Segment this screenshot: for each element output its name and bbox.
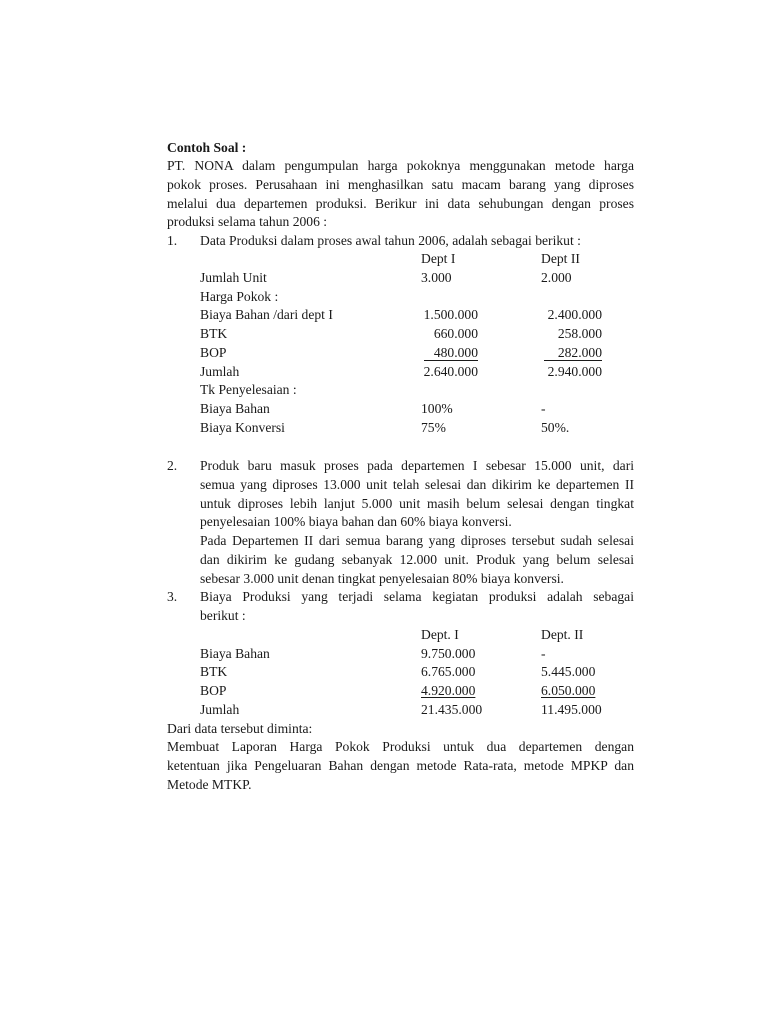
column-header: Dept II (541, 251, 580, 266)
value-dept2: - (541, 646, 546, 661)
item-number: 3. (167, 589, 178, 604)
value-dept1: 660.000 (433, 326, 478, 341)
row-label: BTK (200, 326, 228, 341)
intro-line: produksi selama tahun 2006 : (167, 214, 328, 229)
closing-line: Membuat Laporan Harga Pokok Produksi untuk dua departemen dengan (167, 739, 634, 754)
row-label: Tk Penyelesaian : (200, 382, 297, 397)
value-dept2-underlined (541, 344, 602, 362)
value-dept2: - (541, 401, 546, 416)
column-header: Dept. II (541, 627, 584, 642)
value-dept1: 1.500.000 (423, 307, 478, 322)
page-title: Contoh Soal : (167, 140, 247, 155)
closing-line: Dari data tersebut diminta: (167, 721, 313, 736)
column-header: Dept I (421, 251, 456, 266)
item-text-line: penyelesaian 100% biaya bahan dan 60% biaya konversi. (200, 514, 512, 529)
row-label: BOP (200, 345, 227, 360)
value-dept2: 2.000 (541, 270, 572, 285)
value-dept2-underlined: 6.050.000 (541, 683, 596, 698)
value-dept2: 258.000 (557, 326, 602, 341)
value-dept1: 75% (421, 420, 446, 435)
item-text-line: sebesar 3.000 unit denan tingkat penyelesaian 80% biaya konversi. (200, 571, 564, 586)
item-text-line: berikut : (200, 608, 246, 623)
closing-line: ketentuan jika Pengeluaran Bahan dengan metode Rata-rata, metode MPKP dan (167, 758, 634, 773)
value-dept1-underlined (421, 344, 478, 362)
item-text-line: Biaya Produksi yang terjadi selama kegiatan produksi adalah sebagai (200, 589, 634, 604)
value-dept1: 100% (421, 401, 453, 416)
row-label: Jumlah (200, 364, 240, 379)
value-dept1: 9.750.000 (421, 646, 476, 661)
row-label: Jumlah Unit (200, 270, 267, 285)
intro-line: pokok proses. Perusahaan ini menghasilkan satu macam barang yang diproses (167, 177, 634, 192)
row-label: BTK (200, 664, 228, 679)
underlined-value: 282.000 (544, 345, 602, 361)
row-label: Biaya Bahan (200, 646, 270, 661)
row-label: Biaya Bahan /dari dept I (200, 307, 333, 322)
row-label: BOP (200, 683, 227, 698)
row-label: Jumlah (200, 702, 240, 717)
row-label: Biaya Konversi (200, 420, 285, 435)
value-dept1: 2.640.000 (423, 364, 478, 379)
value-dept1: 6.765.000 (421, 664, 476, 679)
item-text-line: untuk diproses lebih lanjut 5.000 unit masih belum selesai dengan tingkat (200, 496, 634, 511)
row-label: Biaya Bahan (200, 401, 270, 416)
value-dept2: 2.400.000 (547, 307, 602, 322)
value-dept1: 21.435.000 (421, 702, 483, 717)
row-label: Harga Pokok : (200, 289, 279, 304)
item-text-line: semua yang diproses 13.000 unit telah selesai dan dikirim ke departemen II (200, 477, 634, 492)
closing-line: Metode MTKP. (167, 777, 252, 792)
value-dept2: 5.445.000 (541, 664, 596, 679)
item-text-line: Produk baru masuk proses pada departemen I sebesar 15.000 unit, dari (200, 458, 634, 473)
column-header: Dept. I (421, 627, 459, 642)
value-dept2: 2.940.000 (547, 364, 602, 379)
value-dept2: 11.495.000 (541, 702, 602, 717)
intro-line: PT. NONA dalam pengumpulan harga pokoknya menggunakan metode harga (167, 158, 634, 173)
underlined-value: 480.000 (424, 345, 478, 361)
item-text-line: Pada Departemen II dari semua barang yang diproses tersebut sudah selesai (200, 533, 634, 548)
intro-line: melalui dua departemen produksi. Berikur ini data sehubungan dengan proses (167, 196, 634, 211)
value-dept2: 50%. (541, 420, 570, 435)
item-number: 1. (167, 233, 178, 248)
value-dept1-underlined: 4.920.000 (421, 683, 476, 698)
value-dept1: 3.000 (421, 270, 452, 285)
item-text-line: dan dikirim ke gudang sebanyak 12.000 unit. Produk yang belum selesai (200, 552, 634, 567)
item-number: 2. (167, 458, 178, 473)
item-text: Data Produksi dalam proses awal tahun 2006, adalah sebagai berikut : (200, 233, 581, 248)
